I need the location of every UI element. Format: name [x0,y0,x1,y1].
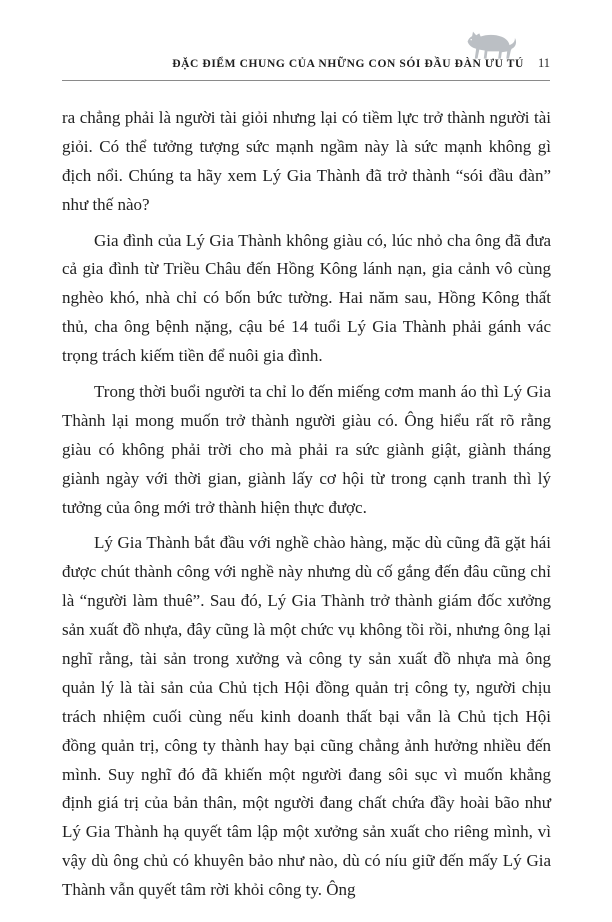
page-body [62,104,551,912]
body-paragraph: Lý Gia Thành bắt đầu với nghề chào hàng, mặc dù cũng đã gặt hái được chút thành công với nghề này nhưng dù cố gắng đến đâu cũng chỉ là “người làm thuê”. Sau đó, Lý Gia Thành trở thành giám đốc xưởng sản xuất đồ nhựa, đây cũng là một chức vụ không tồi rồi, nhưng ông lại nghĩ rằng, tài sản trong xưởng và công ty sản xuất đồ nhựa mà ông quản lý là tài sản của Chủ tịch Hội đồng quản trị công ty, người chịu trách nhiệm cuối cùng nếu kinh doanh thất bại vẫn là Chủ tịch Hội đồng quản trị, công ty thành hay bại cũng chẳng ảnh hưởng nhiều đến mình. Suy nghĩ đó đã khiến một người đang sôi sục vì muốn khẳng định giá trị của bản thân, một người đang chất chứa đầy hoài bão như Lý Gia Thành hạ quyết tâm lập một xưởng sản xuất cho riêng mình, vì vậy dù ông chủ có khuyên bảo như nào, dù có níu giữ đến mấy Lý Gia Thành vẫn quyết tâm rời khỏi công ty. Ông [62,533,551,900]
body-paragraph: ra chẳng phải là người tài giỏi nhưng lại có tiềm lực trở thành người tài giỏi. Có thể tưởng tượng sức mạnh ngầm này là sức mạnh không gì địch nổi. Chúng ta hãy xem Lý Gia Thành đã trở thành “sói đầu đàn” như thế nào? [62,108,551,214]
body-paragraph: Trong thời buổi người ta chỉ lo đến miếng cơm manh áo thì Lý Gia Thành lại mong muốn trở thành người giàu có. Ông hiểu rất rõ rằng giàu có không phải trời cho mà phải ra sức giành giật, giành tháng giành ngày với thời gian, giành lấy cơ hội từ trong cạnh tranh thì lý tưởng của ông mới trở thành hiện thực được. [62,382,551,517]
body-paragraph: Gia đình của Lý Gia Thành không giàu có, lúc nhỏ cha ông đã đưa cả gia đình từ Triều Châu đến Hồng Kông lánh nạn, gia cảnh vô cùng nghèo khó, nhà chỉ có bốn bức tường. Hai năm sau, Hồng Kông thất thủ, cha ông bệnh nặng, cậu bé 14 tuổi Lý Gia Thành phải gánh vác trọng trách kiếm tiền để nuôi gia đình. [62,230,551,366]
running-header-title: ĐẶC ĐIỂM CHUNG CỦA NHỮNG CON SÓI ĐẦU ĐÀN ƯU TÚ [172,58,524,70]
header-rule [62,80,550,81]
page-number: 11 [537,56,550,70]
running-header [62,56,550,71]
